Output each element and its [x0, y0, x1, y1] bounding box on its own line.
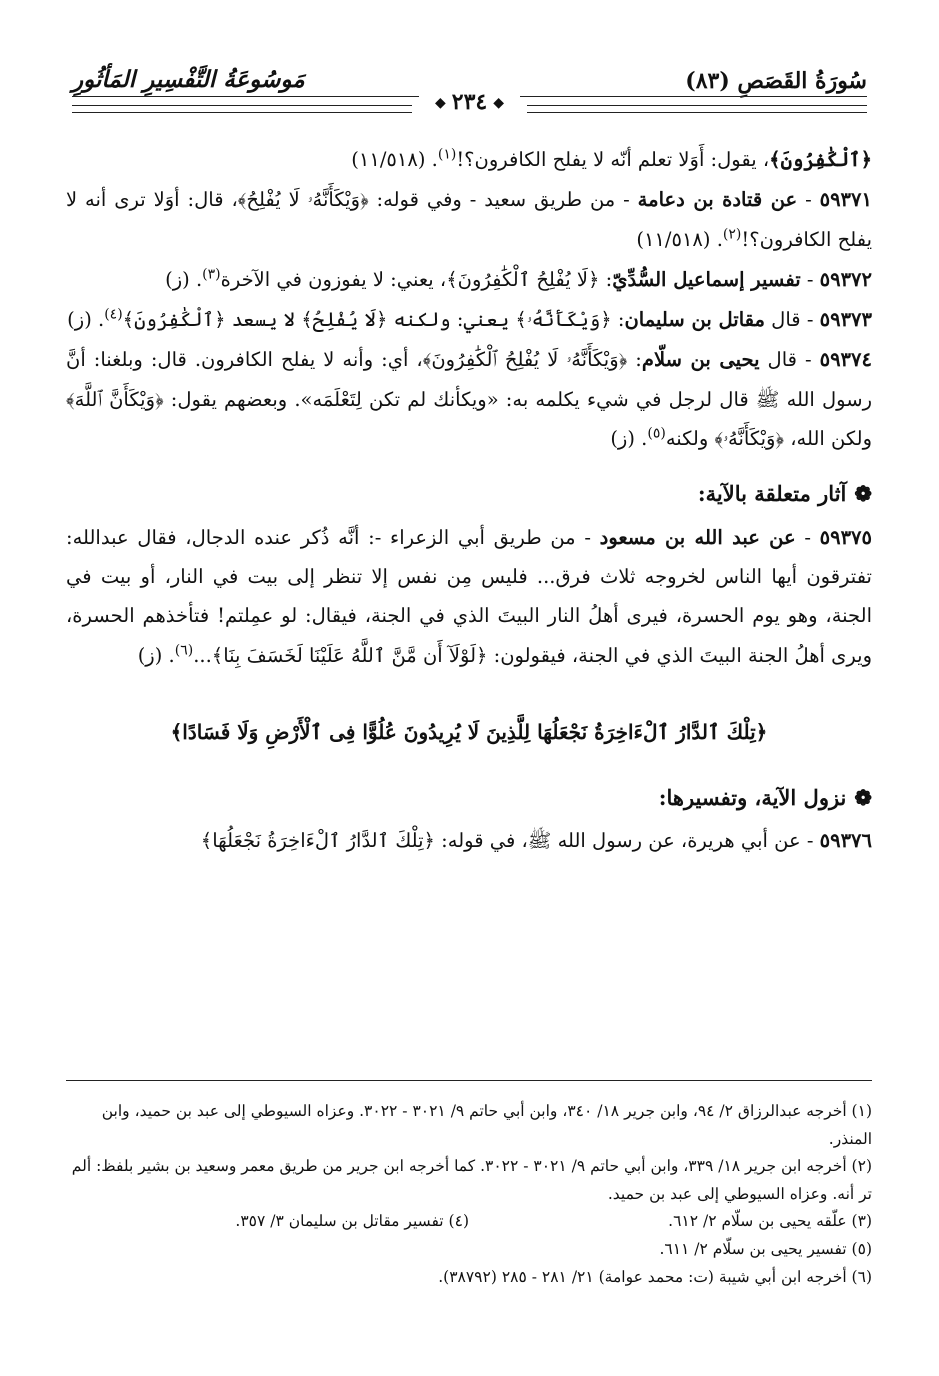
paragraph-text: - من طريق سعيد - وفي قوله: ﴿وَيْكَأَنَّهُۥ لَا يُفْلِحُ﴾، قال: أوَلا ترى أنه لا يفلح الكافرون؟! [66, 188, 872, 251]
quran-verse-heading: ﴿تِلْكَ ٱلدَّارُ ٱلْءَاخِرَةُ نَجْعَلُهَا لِلَّذِينَ لَا يُرِيدُونَ عُلُوًّا فِى ٱلْأَرْضِ وَلَا فَسَادًا﴾ [170, 719, 768, 744]
footnote-6: (٦) أخرجه ابن أبي شيبة (ت: محمد عوامة) ٢١/ ٢٨١ - ٢٨٥ (٣٨٧٩٢). [438, 1267, 872, 1286]
quran-quote: ﴿ٱلْكَٰفِرُونَ﴾ [769, 148, 872, 171]
narrator-name: يحيى بن سلّام [641, 348, 760, 372]
footnote-2: (٢) أخرجه ابن جرير ١٨/ ٣٣٩، وابن أبي حاتم ٩/ ٣٠٢١ - ٣٠٢٢. كما أخرجه ابن جرير من طريق معمر وسعيد بن بشير بلفظ: ألم تر أنه. وعزاه السيوطي إلى عبد بن حميد. [71, 1157, 872, 1203]
heading-text: آثار متعلقة بالآية: [697, 481, 847, 507]
footnote-1: (١) أخرجه عبدالرزاق ٢/ ٩٤، وابن جرير ١٨/ ٣٤٠، وابن أبي حاتم ٩/ ٣٠٢١ - ٣٠٢٢. وعزاه السيوطي إلى عبد بن حميد، وابن المنذر. [101, 1102, 872, 1148]
paragraph-text: - من طريق أبي الزعراء -: أنَّه ذُكر عنده الدجال، فقال عبدالله: تفترقون أيها الناس لخروجه ثلاث فرق... فليس مِن نفس إلا تنظر إلى بيت في النار، أو بيت في الجنة، وهو يوم الحسرة، فيرى أهلُ النار البيتَ الذي في الجنة، فيقال: لو عمِلتم! فتأخذهم الحسرة، ويرى أهلُ الجنة البيتَ الذي في الجنة، فيقولون: ﴿لَوْلَآ أَن مَّنَّ ٱللَّهُ عَلَيْنَا لَخَسَفَ بِنَا﴾... [66, 525, 872, 667]
paragraph-text: ، يقول: أَوَلا تعلم أنّه لا يفلح الكافرون؟! [456, 148, 770, 171]
footnote-4: (٤) تفسير مقاتل بن سليمان ٣/ ٣٥٧. [235, 1212, 469, 1231]
narration-number: ٥٩٣٧٣ [819, 308, 872, 332]
narration-59376: ٥٩٣٧٦ - عن أبي هريرة، عن رسول الله ﷺ، في قوله: ﴿تِلْكَ ٱلدَّارُ ٱلْءَاخِرَةُ نَجْعَلُهَا﴾ [200, 829, 872, 853]
narrator-name: عن قتادة بن دعامة [637, 188, 798, 212]
page-number [419, 89, 520, 115]
footnote-ref: (٥) [647, 425, 666, 442]
narration-59371: ٥٩٣٧١ - عن قتادة بن دعامة - من طريق سعيد - وفي قوله: ﴿وَيْكَأَنَّهُۥ لَا يُفْلِحُ﴾، قال: أوَلا ترى أنه لا يفلح الكافرون؟!$^{(٢)}$. (١١/٥١٨) [66, 188, 872, 251]
section-heading-athar [66, 474, 872, 513]
narration-59374: ٥٩٣٧٤ - قال يحيى بن سلّام: ﴿وَيْكَأَنَّهُۥ لَا يُفْلِحُ ٱلْكَٰفِرُونَ﴾، أي: وأنه لا يفلح الكافرون. قال: وبلغنا: أنَّ رسول الله ﷺ قال لرجل في شيء يكلمه به: «ويكأنك لم تكن لِتَعْلَمَه». وبعضهم يقول: ﴿وَيْكَأَنَّ ٱللَّهَ﴾ ولكن الله، ﴿وَيْكَأَنَّهُۥ﴾ ولكنه$^{(٥)}$. (ز) [66, 348, 872, 451]
footnote-5: (٥) تفسير يحيى بن سلّام ٢/ ٦١١. [659, 1239, 872, 1258]
footnotes [66, 1098, 872, 1291]
paragraph-text: عن أبي هريرة، عن رسول الله ﷺ، في قوله: ﴿تِلْكَ ٱلدَّارُ ٱلْءَاخِرَةُ نَجْعَلُهَا﴾ [200, 829, 801, 853]
footnote-ref: (٢) [722, 226, 742, 243]
footnote-3: (٣) علّقه يحيى بن سلّام ٢/ ٦١٢. [668, 1212, 872, 1231]
footnote-ref: (٦) [174, 642, 194, 659]
volume-ref: . (ز) [165, 267, 203, 291]
footnote-ref: (٤) [104, 306, 123, 323]
narration-59373: ٥٩٣٧٣ - قال مقاتل بن سليمان: ﴿وَيْكَأَنَّهُۥ﴾ يعني: ولكنه ﴿لَا يُفْلِحُ﴾ لا يسعد ﴿ٱلْكَٰفِرُونَ﴾$^{(٤)}$. (ز) [67, 306, 872, 332]
narration-prefix: قال [759, 348, 797, 372]
narration-number: ٥٩٣٧١ [819, 188, 872, 212]
volume-ref: . (ز) [610, 427, 648, 451]
page-number-left-rule [527, 105, 867, 113]
narrator-name: تفسير إسماعيل السُّدِّيّ [612, 267, 801, 291]
narration-59372: ٥٩٣٧٢ - تفسير إسماعيل السُّدِّيّ: ﴿لَا يُفْلِحُ ٱلْكَٰفِرُونَ﴾، يعني: لا يفوزون في الآخرة$^{(٣)}$. (ز) [165, 266, 872, 291]
volume-ref: . (١١/٥١٨) [351, 148, 438, 171]
page-number-right-rule [72, 105, 412, 113]
surah-title: سُورَةُ القَصَصِ (٨٣) [685, 68, 867, 94]
page-number-bar [0, 89, 939, 115]
narration-prefix: قال [764, 308, 801, 332]
flower-ornament-icon: ❁ [854, 481, 872, 507]
footnote-ref: (٣) [202, 266, 221, 283]
volume-ref: . (ز) [67, 308, 105, 332]
ornament-icon: ◆ [493, 95, 504, 111]
heading-text: نزول الآية، وتفسيرها: [658, 785, 847, 811]
page-body [66, 140, 872, 862]
paragraph-text: : ﴿وَيْكَأَنَّهُۥ﴾ يعني: ولكنه ﴿لَا يُفْلِحُ﴾ لا يسعد ﴿ٱلْكَٰفِرُونَ﴾ [122, 308, 625, 332]
narration-number: ٥٩٣٧٤ [819, 348, 872, 372]
section-heading-nuzul [66, 778, 872, 817]
narration-number: ٥٩٣٧٢ [819, 267, 872, 291]
paragraph-text: : ﴿وَيْكَأَنَّهُۥ لَا يُفْلِحُ ٱلْكَٰفِرُونَ﴾، أي: وأنه لا يفلح الكافرون. قال: وبلغنا: أنَّ رسول الله ﷺ قال لرجل في شيء يكلمه به: «ويكأنك لم تكن لِتَعْلَمَه». وبعضهم يقول: ﴿وَيْكَأَنَّ ٱللَّهَ﴾ ولكن الله، ﴿وَيْكَأَنَّهُۥ﴾ ولكنه [66, 348, 872, 451]
narration-number: ٥٩٣٧٦ [819, 829, 872, 853]
page-number-text: ٢٣٤ [451, 89, 488, 115]
footnote-divider [66, 1080, 872, 1081]
flower-ornament-icon: ❁ [854, 785, 872, 811]
book-title: مَوسُوعَةُ التَّفْسِيرِ المَأثُورِ [72, 66, 305, 93]
paragraph-continuation [66, 140, 872, 179]
footnote-row [66, 1208, 872, 1236]
volume-ref: . (ز) [137, 643, 175, 667]
narration-number: ٥٩٣٧٥ [819, 525, 873, 549]
ornament-icon: ◆ [434, 95, 446, 111]
paragraph-text: : ﴿لَا يُفْلِحُ ٱلْكَٰفِرُونَ﴾، يعني: لا يفوزون في الآخرة [220, 267, 613, 291]
narrator-name: عن عبد الله بن مسعود [599, 525, 796, 549]
narration-59375: ٥٩٣٧٥ - عن عبد الله بن مسعود - من طريق أبي الزعراء -: أنَّه ذُكر عنده الدجال، فقال عبدالله: تفترقون أيها الناس لخروجه ثلاث فرق... فليس مِن نفس إلا تنظر إلى بيت في النار، أو بيت في الجنة، وهو يوم الحسرة، فيرى أهلُ النار البيتَ الذي في الجنة، فيقال: لو عمِلتم! فتأخذهم الحسرة، ويرى أهلُ الجنة البيتَ الذي في الجنة، فيقولون: ﴿لَوْلَآ أَن مَّنَّ ٱللَّهُ عَلَيْنَا لَخَسَفَ بِنَا﴾...$^{(٦)}$. (ز) [66, 525, 873, 667]
volume-ref: . (١١/٥١٨) [636, 227, 723, 251]
footnote-ref: (١) [437, 146, 457, 163]
narrator-name: مقاتل بن سليمان [624, 308, 765, 332]
